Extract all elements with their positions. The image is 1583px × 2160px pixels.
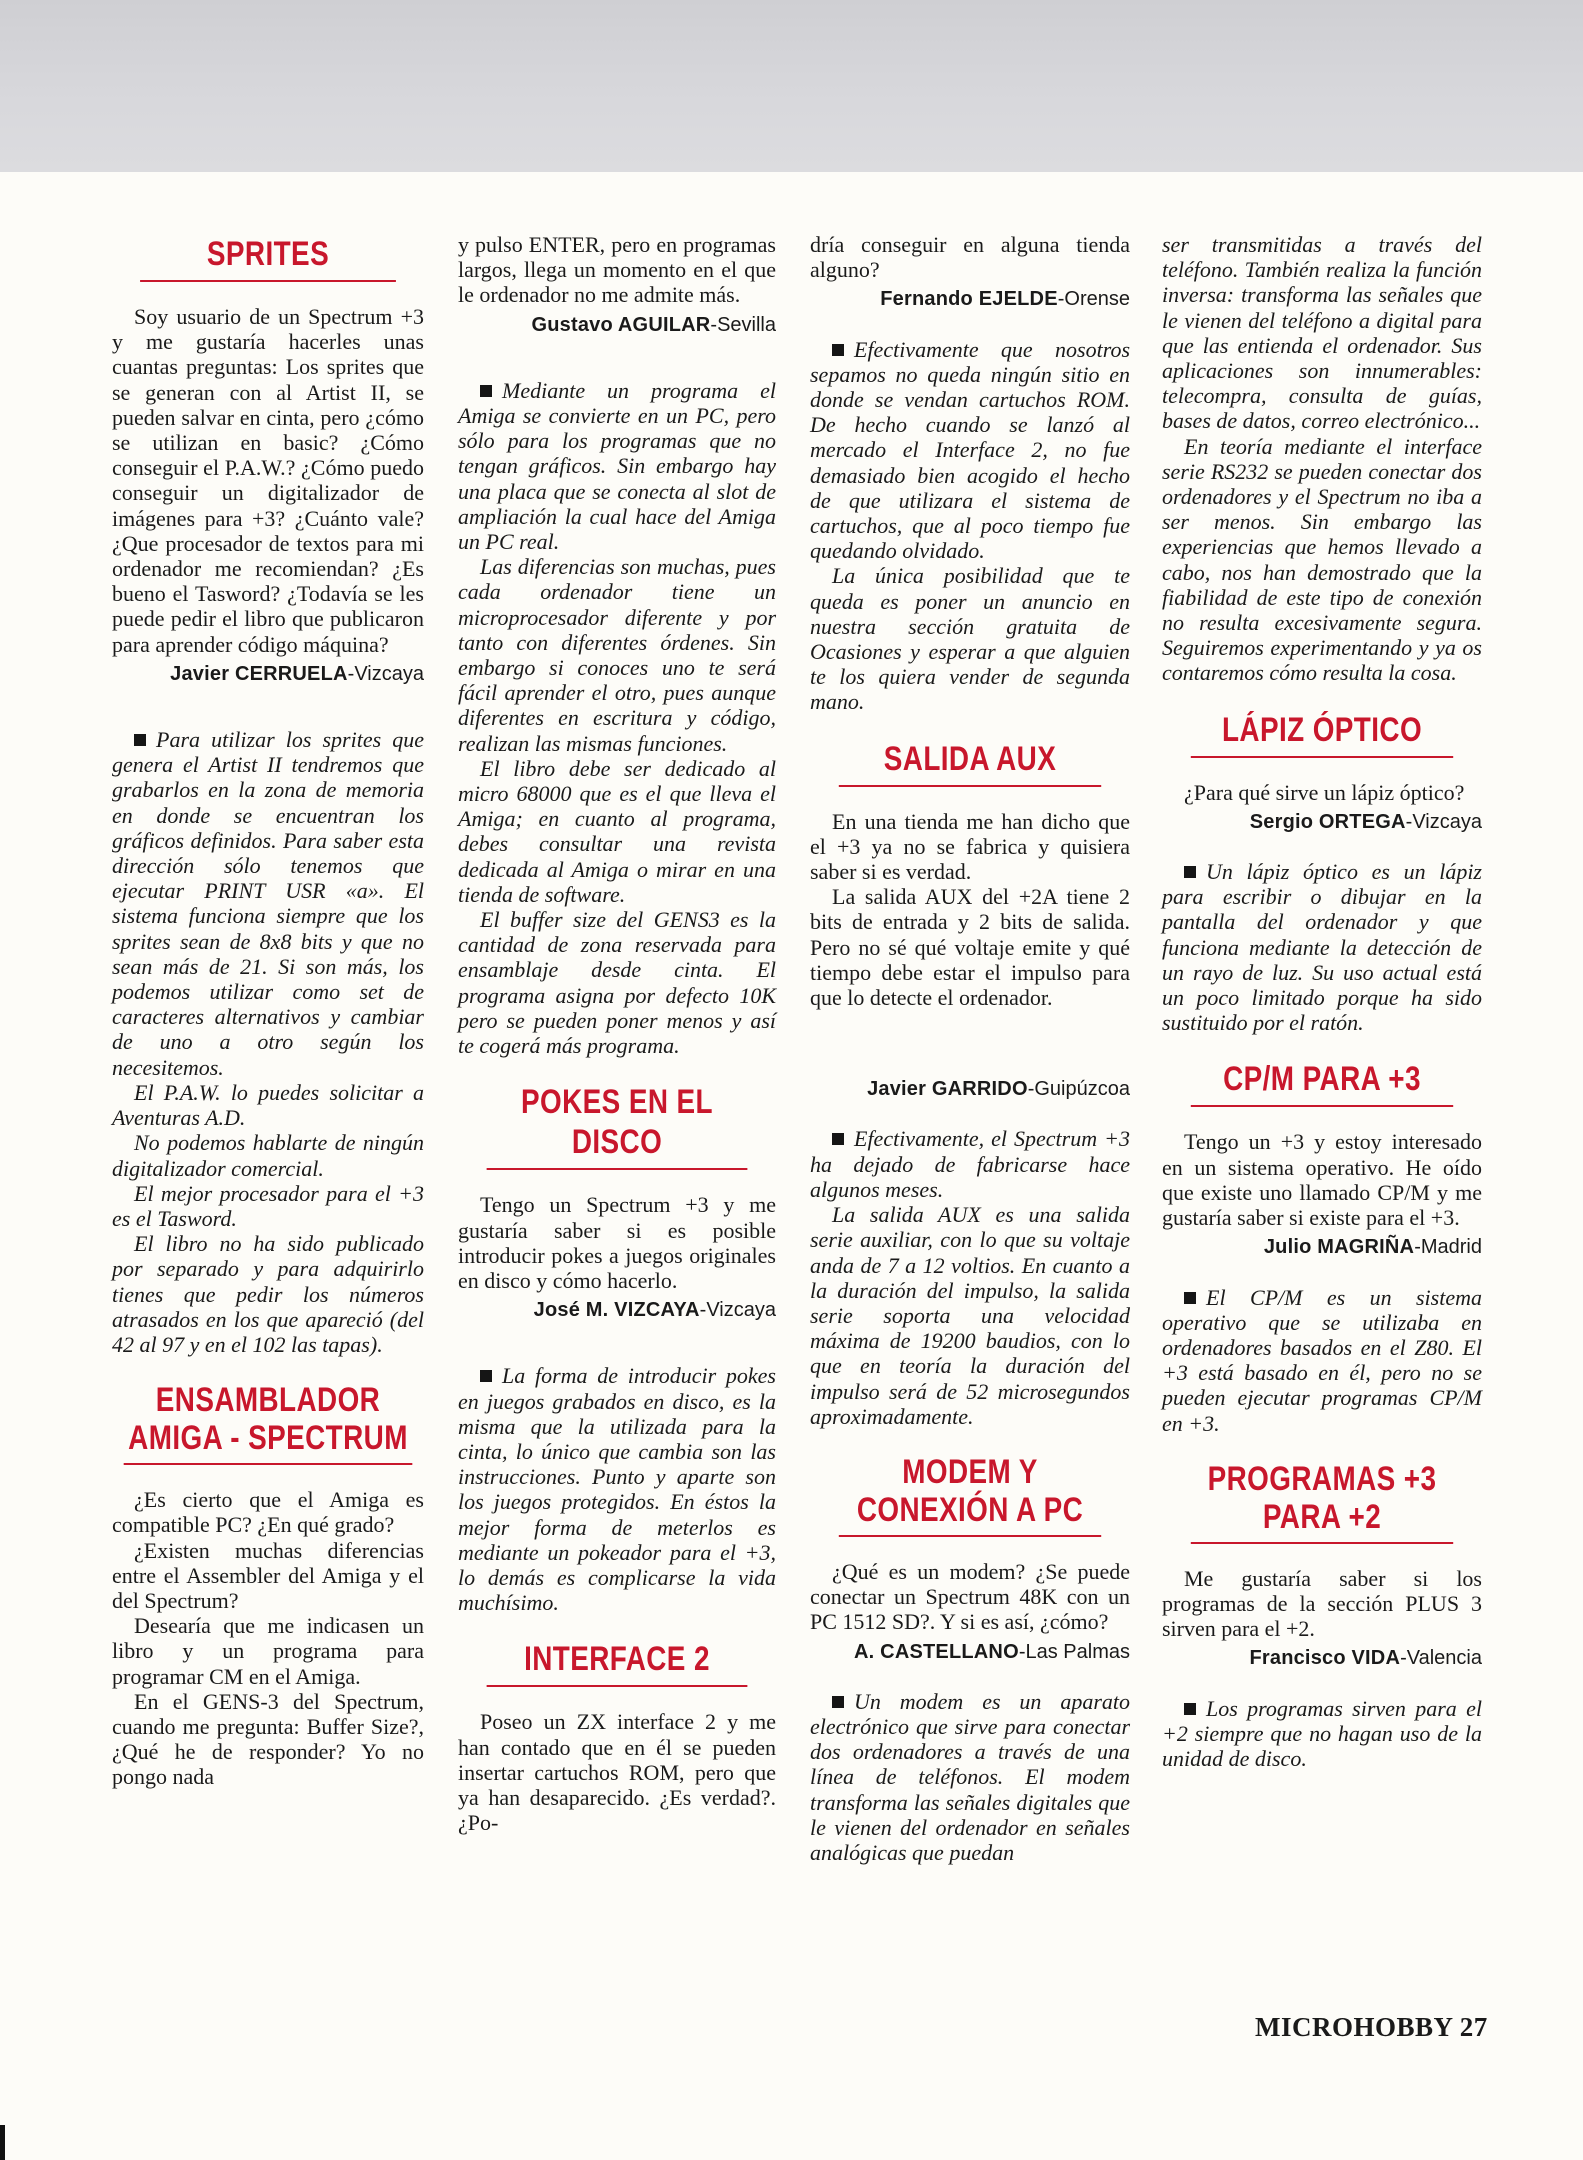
column-3 bbox=[810, 232, 1130, 1865]
question-sprites: Soy usuario de un Spectrum +3 y me gustaría hacerles unas cuantas preguntas: Los sprites que se generan con al Artist II, se pueden salvar en cinta, pero ¿cómo se utilizan en basic? ¿Cómo conseguir el P.A.W.? ¿Cómo puedo conseguir un digitalizador de imágenes para +3? ¿Cuánto vale? ¿Que procesador de textos para mi ordenador me recomiendan? ¿Es bueno el Tasword? ¿Todavía se les puede pedir el libro que publicaron para aprender código máquina? bbox=[112, 304, 424, 657]
column-2 bbox=[458, 232, 776, 1835]
signature-garrido: Javier GARRIDO-Guipúzcoa bbox=[867, 1078, 1130, 1101]
answer-pokes: La forma de introducir pokes en juegos grabados en disco, es la misma que la utilizada para la cinta, lo único que cambia son las instrucciones. Punto y aparte son los juegos protegidos. En éstos la mejor forma de meterlos es mediante un pokeador para el +3, lo demás es complicarse la vida muchísimo. bbox=[458, 1363, 776, 1616]
bullet-square-icon bbox=[832, 1133, 844, 1145]
answer-interface-1: Efectivamente que nosotros sepamos no queda ningún sitio en donde se vendan cartuchos ROM. De hecho cuando se lanzó al mercado el Interface 2, no fue demasiado bien acogido el hecho de que utilizara el sistema de cartuchos, que al poco tiempo fue quedando olvidado. bbox=[810, 336, 1130, 564]
answer-sprites-1: Para utilizar los sprites que genera el Artist II tendremos que grabarlos en la zona de memoria en donde se encuentran los gráficos definidos. Para saber esta dirección sólo tenemos que ejecutar PRINT USR «a». El sistema funciona siempre que los sprites sean de 8x8 bits y que no sean más de 21. Si son más, los podemos utilizar como set de caracteres alternativos y cambiar de uno a otro según los necesitemos. bbox=[112, 727, 424, 1080]
answer-sprites-3: No podemos hablarte de ningún digitalizador comercial. bbox=[112, 1130, 424, 1181]
question-pokes: Tengo un Spectrum +3 y me gustaría saber si es posible introducir pokes a juegos originales en disco y cómo hacerlo. bbox=[458, 1192, 776, 1293]
heading-sprites: SPRITES bbox=[140, 234, 396, 282]
heading-salida-aux: SALIDA AUX bbox=[839, 739, 1101, 787]
question-modem: ¿Qué es un modem? ¿Se puede conectar un Spectrum 48K con un PC 1512 SD?. Y si es así, ¿cómo? bbox=[810, 1558, 1130, 1635]
signature-cerruela: Javier CERRUELA-Vizcaya bbox=[170, 662, 424, 685]
answer-modem-2: En teoría mediante el interface serie RS232 se pueden conectar dos ordenadores y el Spectrum no iba a ser menos. Sin embargo las experiencias que hemos llevado a cabo, nos han demostrado que la fiabilidad de este tipo de conexión no resulta excesivamente segura. Seguiremos experimentando y ya os contaremos cómo resulta la cosa. bbox=[1162, 433, 1482, 686]
signature-magrina: Julio MAGRIÑA-Madrid bbox=[1263, 1236, 1482, 1259]
page-footer: MICROHOBBY 27 bbox=[1255, 2012, 1488, 2042]
answer-cpm: El CP/M es un sistema operativo que se utilizaba en ordenadores basados en el Z80. El +3 está basado en él, pero no se pueden ejecutar programas CP/M en +3. bbox=[1162, 1284, 1482, 1436]
bullet-square-icon bbox=[832, 1696, 844, 1708]
heading-lapiz-optico: LÁPIZ ÓPTICO bbox=[1191, 710, 1453, 758]
answer-sprites-4: El mejor procesador para el +3 es el Tasword. bbox=[112, 1180, 424, 1231]
question-amiga-2: ¿Existen muchas diferencias entre el Assembler del Amiga y el del Spectrum? bbox=[112, 1537, 424, 1613]
heading-interface: INTERFACE 2 bbox=[487, 1639, 748, 1687]
bullet-square-icon bbox=[1184, 1292, 1196, 1304]
question-programas: Me gustaría saber si los programas de la sección PLUS 3 sirven para el +2. bbox=[1162, 1565, 1482, 1642]
question-aux-2: La salida AUX del +2A tiene 2 bits de entrada y 2 bits de salida. Pero no sé qué voltaje emite y qué tiempo debe estar el impulso para que lo detecte el ordenador. bbox=[810, 884, 1130, 1011]
heading-programas: PROGRAMAS +3 PARA +2 bbox=[1191, 1460, 1453, 1544]
heading-cpm: CP/M PARA +3 bbox=[1191, 1059, 1453, 1107]
column-1 bbox=[112, 234, 424, 1790]
header-band bbox=[0, 0, 1583, 172]
signature-castellano: A. CASTELLANO-Las Palmas bbox=[854, 1640, 1130, 1663]
answer-modem-cont: ser transmitidas a través del teléfono. También realiza la función inversa: transforma las señales que le vienen del teléfono a digital para que las entienda el ordenador. Sus aplicaciones son innumerables: telecompra, consulta de guías, bases de datos, correo electrónico... bbox=[1162, 232, 1482, 434]
heading-pokes: POKES EN EL DISCO bbox=[487, 1082, 748, 1170]
question-aux-1: En una tienda me han dicho que el +3 ya no se fabrica y quisiera saber si es verdad. bbox=[810, 808, 1130, 885]
signature-vizcaya: José M. VIZCAYA-Vizcaya bbox=[533, 1299, 776, 1322]
heading-modem: MODEM Y CONEXIÓN A PC bbox=[839, 1453, 1101, 1537]
signature-ortega: Sergio ORTEGA-Vizcaya bbox=[1249, 810, 1482, 833]
bullet-square-icon bbox=[1184, 1703, 1196, 1715]
signature-vida: Francisco VIDA-Valencia bbox=[1249, 1647, 1482, 1670]
answer-amiga-3: El libro debe ser dedicado al micro 68000 que es el que lleva el Amiga; en cuanto al programa, debes consultar una revista dedicada al Amiga o mirar en una tienda de software. bbox=[458, 755, 776, 907]
question-amiga-cont: y pulso ENTER, pero en programas largos, llega un momento en el que le ordenador no me admite más. bbox=[458, 232, 776, 308]
question-interface: Poseo un ZX interface 2 y me han contado que en él se pueden insertar cartuchos ROM, pero que ya han desaparecido. ¿Es verdad?. ¿Po- bbox=[458, 1709, 776, 1836]
question-cpm: Tengo un +3 y estoy interesado en un sistema operativo. He oído que existe uno llamado CP/M y me gustaría saber si existe para el +3. bbox=[1162, 1129, 1482, 1231]
answer-programas: Los programas sirven para el +2 siempre que no hagan uso de la unidad de disco. bbox=[1162, 1695, 1482, 1771]
bullet-square-icon bbox=[480, 1370, 492, 1382]
question-interface-cont: dría conseguir en alguna tienda alguno? bbox=[810, 232, 1130, 283]
answer-amiga-2: Las diferencias son muchas, pues cada ordenador tiene un microprocesador diferente y por tanto con diferentes órdenes. Sin embargo si conoces uno te será fácil aprender el otro, pues aunque diferentes en escritura y código, realizan las mismas funciones. bbox=[458, 554, 776, 756]
bullet-square-icon bbox=[480, 385, 492, 397]
answer-modem-1: Un modem es un aparato electrónico que sirve para conectar dos ordenadores a través de una línea de teléfonos. El modem transforma las señales digitales que le vienen del ordenador en señales analógicas que puedan bbox=[810, 1688, 1130, 1865]
answer-interface-2: La única posibilidad que te queda es poner un anuncio en nuestra sección gratuita de Ocasiones y esperar a que alguien te los quiera vender de segunda mano. bbox=[810, 563, 1130, 715]
answer-sprites-5: El libro no ha sido publicado por separado y para adquirirlo tienes que pedir los números atrasados en los que apareció (del 42 al 97 y en el 102 las tapas). bbox=[112, 1231, 424, 1357]
heading-ensamblador: ENSAMBLADOR AMIGA - SPECTRUM bbox=[124, 1381, 413, 1465]
bullet-square-icon bbox=[832, 344, 844, 356]
edge-mark bbox=[0, 2125, 5, 2160]
question-amiga-3: Desearía que me indicasen un libro y un programa para programar CM en el Amiga. bbox=[112, 1613, 424, 1689]
answer-amiga-4: El buffer size del GENS3 es la cantidad de zona reservada para ensamblaje desde cinta. El programa asigna por defecto 10K pero se pueden poner menos y así te cogerá más programa. bbox=[458, 907, 776, 1059]
question-lapiz: ¿Para qué sirve un lápiz óptico? bbox=[1184, 779, 1465, 805]
question-amiga-4: En el GENS-3 del Spectrum, cuando me pregunta: Buffer Size?, ¿Qué he de responder? Yo no pongo nada bbox=[112, 1688, 424, 1790]
signature-aguilar: Gustavo AGUILAR-Sevilla bbox=[531, 313, 776, 336]
question-amiga-1: ¿Es cierto que el Amiga es compatible PC? ¿En qué grado? bbox=[112, 1487, 424, 1538]
answer-amiga-1: Mediante un programa el Amiga se convierte en un PC, pero sólo para los programas que no tengan gráficos. Sin embargo hay una placa que se conecta al slot de ampliación la cual hace del Amiga un PC real. bbox=[458, 377, 776, 555]
bullet-square-icon bbox=[1184, 866, 1196, 878]
answer-aux-2: La salida AUX es una salida serie auxiliar, con lo que su voltaje anda de 7 a 12 voltios. En cuanto a la duración del impulso, la salida serie soporta una velocidad máxima de 19200 baudios, con lo que en teoría la duración del impulso será de 52 microsegundos aproximadamente. bbox=[810, 1202, 1130, 1429]
answer-aux-1: Efectivamente, el Spectrum +3 ha dejado de fabricarse hace algunos meses. bbox=[810, 1126, 1130, 1202]
bullet-square-icon bbox=[134, 734, 146, 746]
signature-ejelde: Fernando EJELDE-Orense bbox=[880, 288, 1130, 311]
answer-sprites-2: El P.A.W. lo puedes solicitar a Aventuras A.D. bbox=[112, 1079, 424, 1131]
answer-lapiz: Un lápiz óptico es un lápiz para escribir o dibujar en la pantalla del ordenador y que funciona mediante la detección de un rayo de luz. Su uso actual está un poco limitado porque ha sido sustituido por el ratón. bbox=[1162, 859, 1482, 1036]
column-4 bbox=[1162, 232, 1482, 1771]
